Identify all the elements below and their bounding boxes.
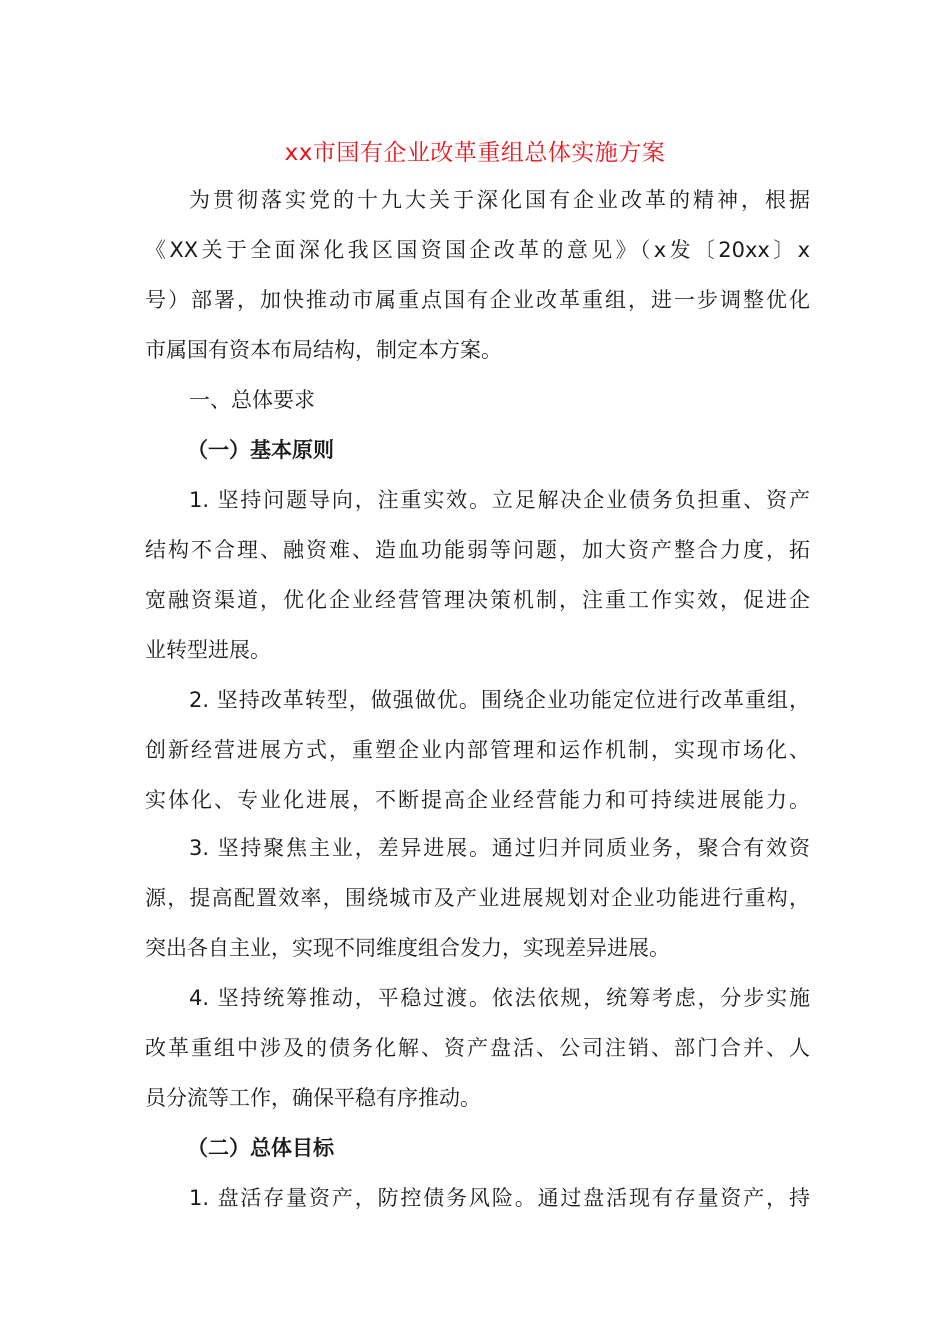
paragraph-line: 4. 坚持统筹推动，平稳过渡。依法依规，统筹考虑，分步实施 xyxy=(189,986,810,1010)
paragraph-line: 员分流等工作，确保平稳有序推动。 xyxy=(145,1086,481,1110)
paragraph-line: 2. 坚持改革转型，做强做优。围绕企业功能定位进行改革重组， xyxy=(189,688,810,712)
subsection-heading: （二）总体目标 xyxy=(187,1136,334,1160)
paragraph-line: 为贯彻落实党的十九大关于深化国有企业改革的精神，根据 xyxy=(189,188,810,212)
paragraph-line: 改革重组中涉及的债务化解、资产盘活、公司注销、部门合并、人 xyxy=(145,1036,810,1060)
paragraph-line: 业转型进展。 xyxy=(145,638,271,662)
subsection-heading: （一）基本原则 xyxy=(187,438,334,462)
paragraph-line: 宽融资渠道，优化企业经营管理决策机制，注重工作实效，促进企 xyxy=(145,588,810,612)
paragraph-line: 突出各自主业，实现不同维度组合发力，实现差异进展。 xyxy=(145,936,670,960)
paragraph-line: 号）部署，加快推动市属重点国有企业改革重组，进一步调整优化 xyxy=(145,288,810,312)
paragraph-line: 市属国有资本布局结构，制定本方案。 xyxy=(145,338,502,362)
paragraph-line: 1. 坚持问题导向，注重实效。立足解决企业债务负担重、资产 xyxy=(189,488,810,512)
paragraph-line: 创新经营进展方式，重塑企业内部管理和运作机制，实现市场化、 xyxy=(145,738,810,762)
paragraph-line: 源，提高配置效率，围绕城市及产业进展规划对企业功能进行重构， xyxy=(145,886,810,910)
document-title: xx市国有企业改革重组总体实施方案 xyxy=(284,140,666,166)
paragraph-line: 3. 坚持聚焦主业，差异进展。通过归并同质业务，聚合有效资 xyxy=(189,836,810,860)
paragraph-line: 《XX关于全面深化我区国资国企改革的意见》（x发〔20xx〕x xyxy=(145,238,810,262)
paragraph-line: 结构不合理、融资难、造血功能弱等问题，加大资产整合力度，拓 xyxy=(145,538,810,562)
section-heading: 一、总体要求 xyxy=(189,388,315,412)
paragraph-line: 1. 盘活存量资产，防控债务风险。通过盘活现有存量资产，持 xyxy=(189,1186,810,1210)
paragraph-line: 实体化、专业化进展，不断提高企业经营能力和可持续进展能力。 xyxy=(145,788,810,812)
